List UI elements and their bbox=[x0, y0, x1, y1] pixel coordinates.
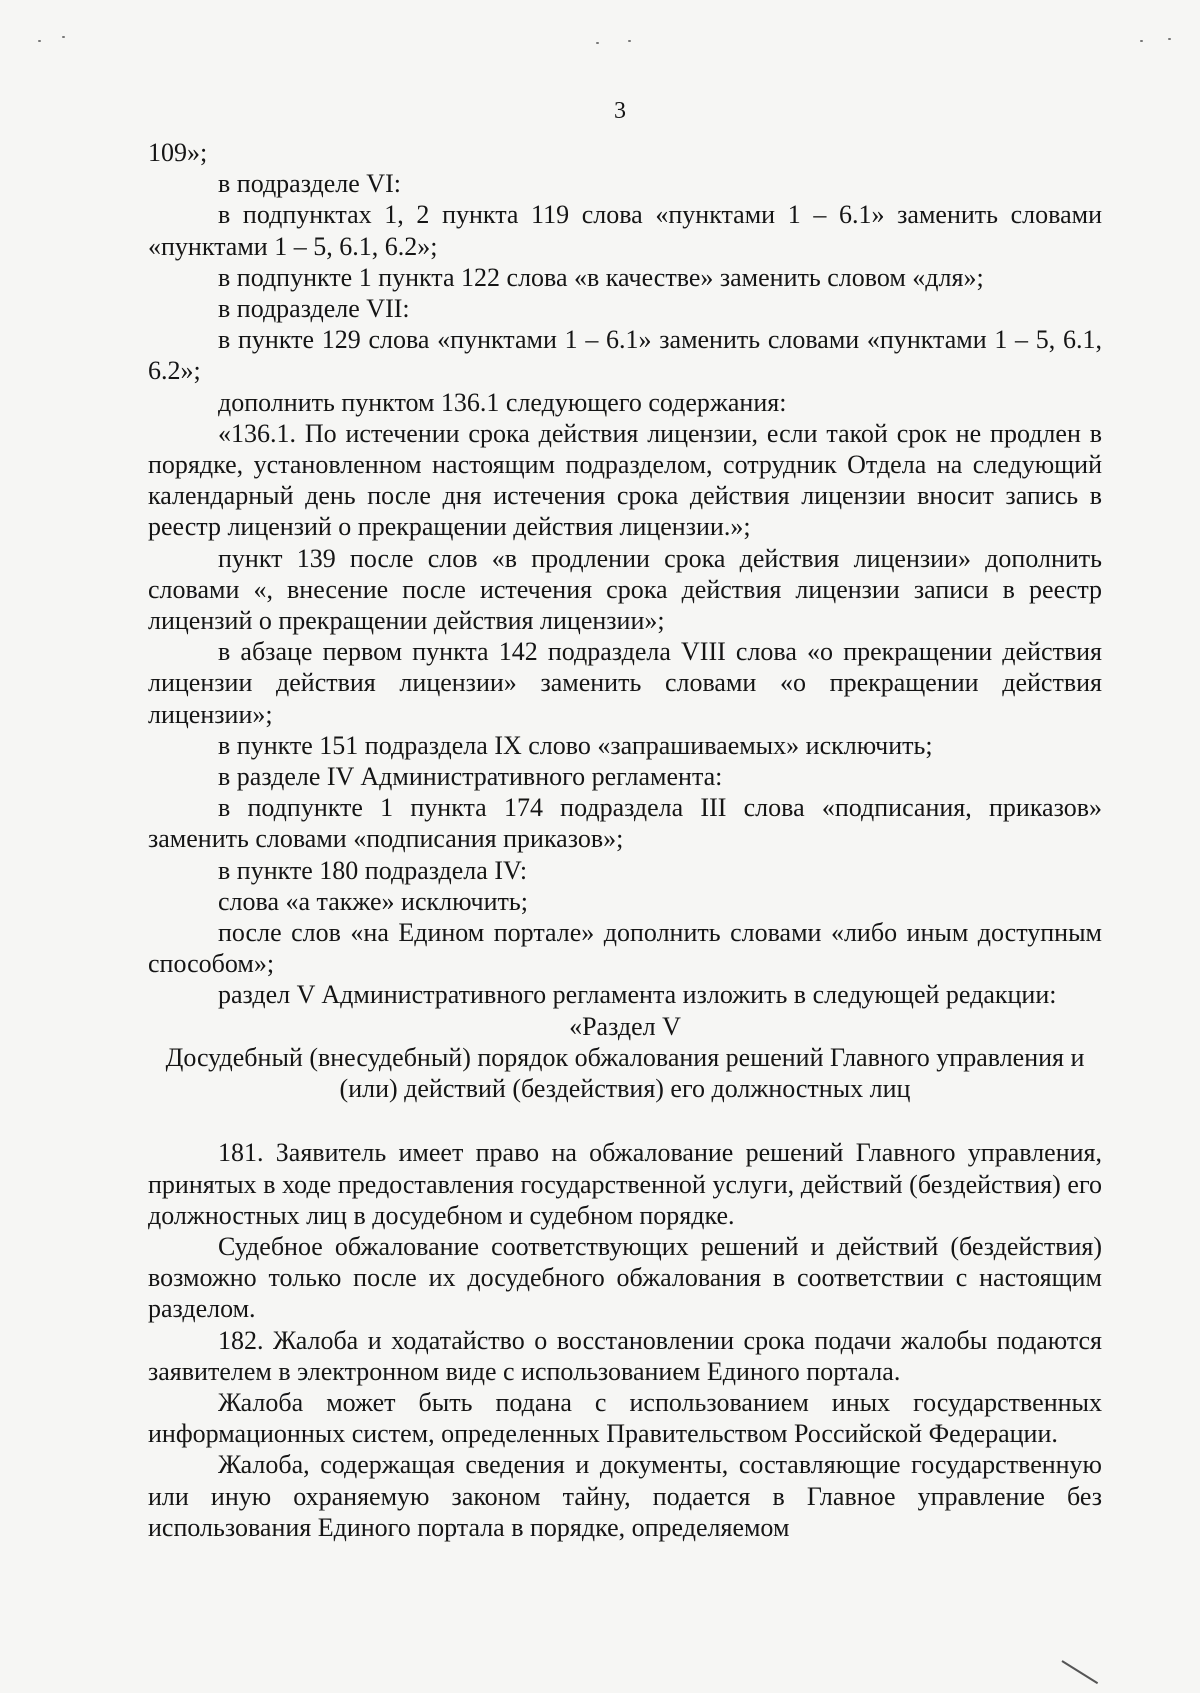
paragraph: в подразделе VII: bbox=[218, 294, 410, 324]
page-number: 3 bbox=[614, 98, 626, 124]
paragraph: раздел V Административного регламента изложить в следующей редакции: bbox=[218, 980, 1057, 1010]
scan-speck bbox=[596, 42, 599, 44]
paragraph: Судебное обжалование соответствующих решений и действий (бездействия) возможно только после их досудебного обжалования в соответствии с настоящим разделом. bbox=[148, 1231, 1102, 1324]
paragraph: 182. Жалоба и ходатайство о восстановлении срока подачи жалобы подаются заявителем в электронном виде с использованием Единого портала. bbox=[148, 1325, 1102, 1386]
section-heading: Досудебный (внесудебный) порядок обжалования решений Главного управления и (или) действий (бездействия) его должностных лиц bbox=[165, 1042, 1085, 1104]
paragraph: Жалоба может быть подана с использованием иных государственных информационных систем, определенных Правительством Российской Федерации. bbox=[148, 1387, 1102, 1449]
paragraph: в подпункте 1 пункта 174 подраздела III слова «подписания, приказов» заменить словами «подписания приказов»; bbox=[148, 793, 1102, 854]
paragraph: в пункте 180 подраздела IV: bbox=[218, 855, 528, 885]
paragraph: в пункте 151 подраздела IX слово «запрашиваемых» исключить; bbox=[218, 730, 933, 760]
paragraph: в подпункте 1 пункта 122 слова «в качестве» заменить словом «для»; bbox=[218, 262, 984, 292]
scan-speck bbox=[1168, 38, 1171, 40]
paragraph: дополнить пунктом 136.1 следующего содержания: bbox=[218, 387, 787, 417]
paragraph: в пункте 129 слова «пунктами 1 – 6.1» заменить словами «пунктами 1 – 5, 6.1, 6.2»; bbox=[148, 325, 1102, 386]
scan-speck bbox=[62, 36, 65, 38]
document-body bbox=[148, 137, 1102, 1543]
paragraph: Жалоба, содержащая сведения и документы, составляющие государственную или иную охраняемую законом тайну, подается в Главное управление без использования Единого портала в порядке, определяемом bbox=[148, 1450, 1102, 1542]
paragraph: в подразделе VI: bbox=[218, 169, 401, 199]
paragraph: после слов «на Едином портале» дополнить словами «либо иным доступным способом»; bbox=[148, 918, 1102, 979]
scan-speck bbox=[38, 40, 41, 42]
scan-mark bbox=[1061, 1660, 1098, 1684]
paragraph: 181. Заявитель имеет право на обжалование решений Главного управления, принятых в ходе предоставления государственной услуги, действий (бездействия) его должностных лиц в досудебном и судебном порядке. bbox=[148, 1138, 1102, 1230]
paragraph: 109»; bbox=[148, 138, 208, 167]
paragraph: пункт 139 после слов «в продлении срока действия лицензии» дополнить словами «, внесение после истечения срока действия лицензии записи в реестр лицензий о прекращении действия лицензии»; bbox=[148, 543, 1102, 636]
scan-speck bbox=[1140, 40, 1143, 42]
paragraph: в абзаце первом пункта 142 подраздела VIII слова «о прекращении действия лицензии действия лицензии» заменить словами «о прекращении действия лицензии»; bbox=[148, 637, 1102, 729]
paragraph: в подпунктах 1, 2 пункта 119 слова «пунктами 1 – 6.1» заменить словами «пунктами 1 – 5, 6.1, 6.2»; bbox=[148, 200, 1102, 261]
blank-line bbox=[148, 1104, 1102, 1137]
paragraph: «136.1. По истечении срока действия лицензии, если такой срок не продлен в порядке, установленном настоящим подразделом, сотрудник Отдела на следующий календарный день после дня истечения срока действия лицензии вносит запись в реестр лицензий о прекращении действия лицензии.»; bbox=[148, 418, 1102, 542]
paragraph: в разделе IV Административного регламента: bbox=[218, 762, 723, 792]
scan-speck bbox=[628, 40, 631, 42]
paragraph: слова «а также» исключить; bbox=[218, 886, 528, 916]
section-heading: «Раздел V bbox=[569, 1011, 681, 1041]
